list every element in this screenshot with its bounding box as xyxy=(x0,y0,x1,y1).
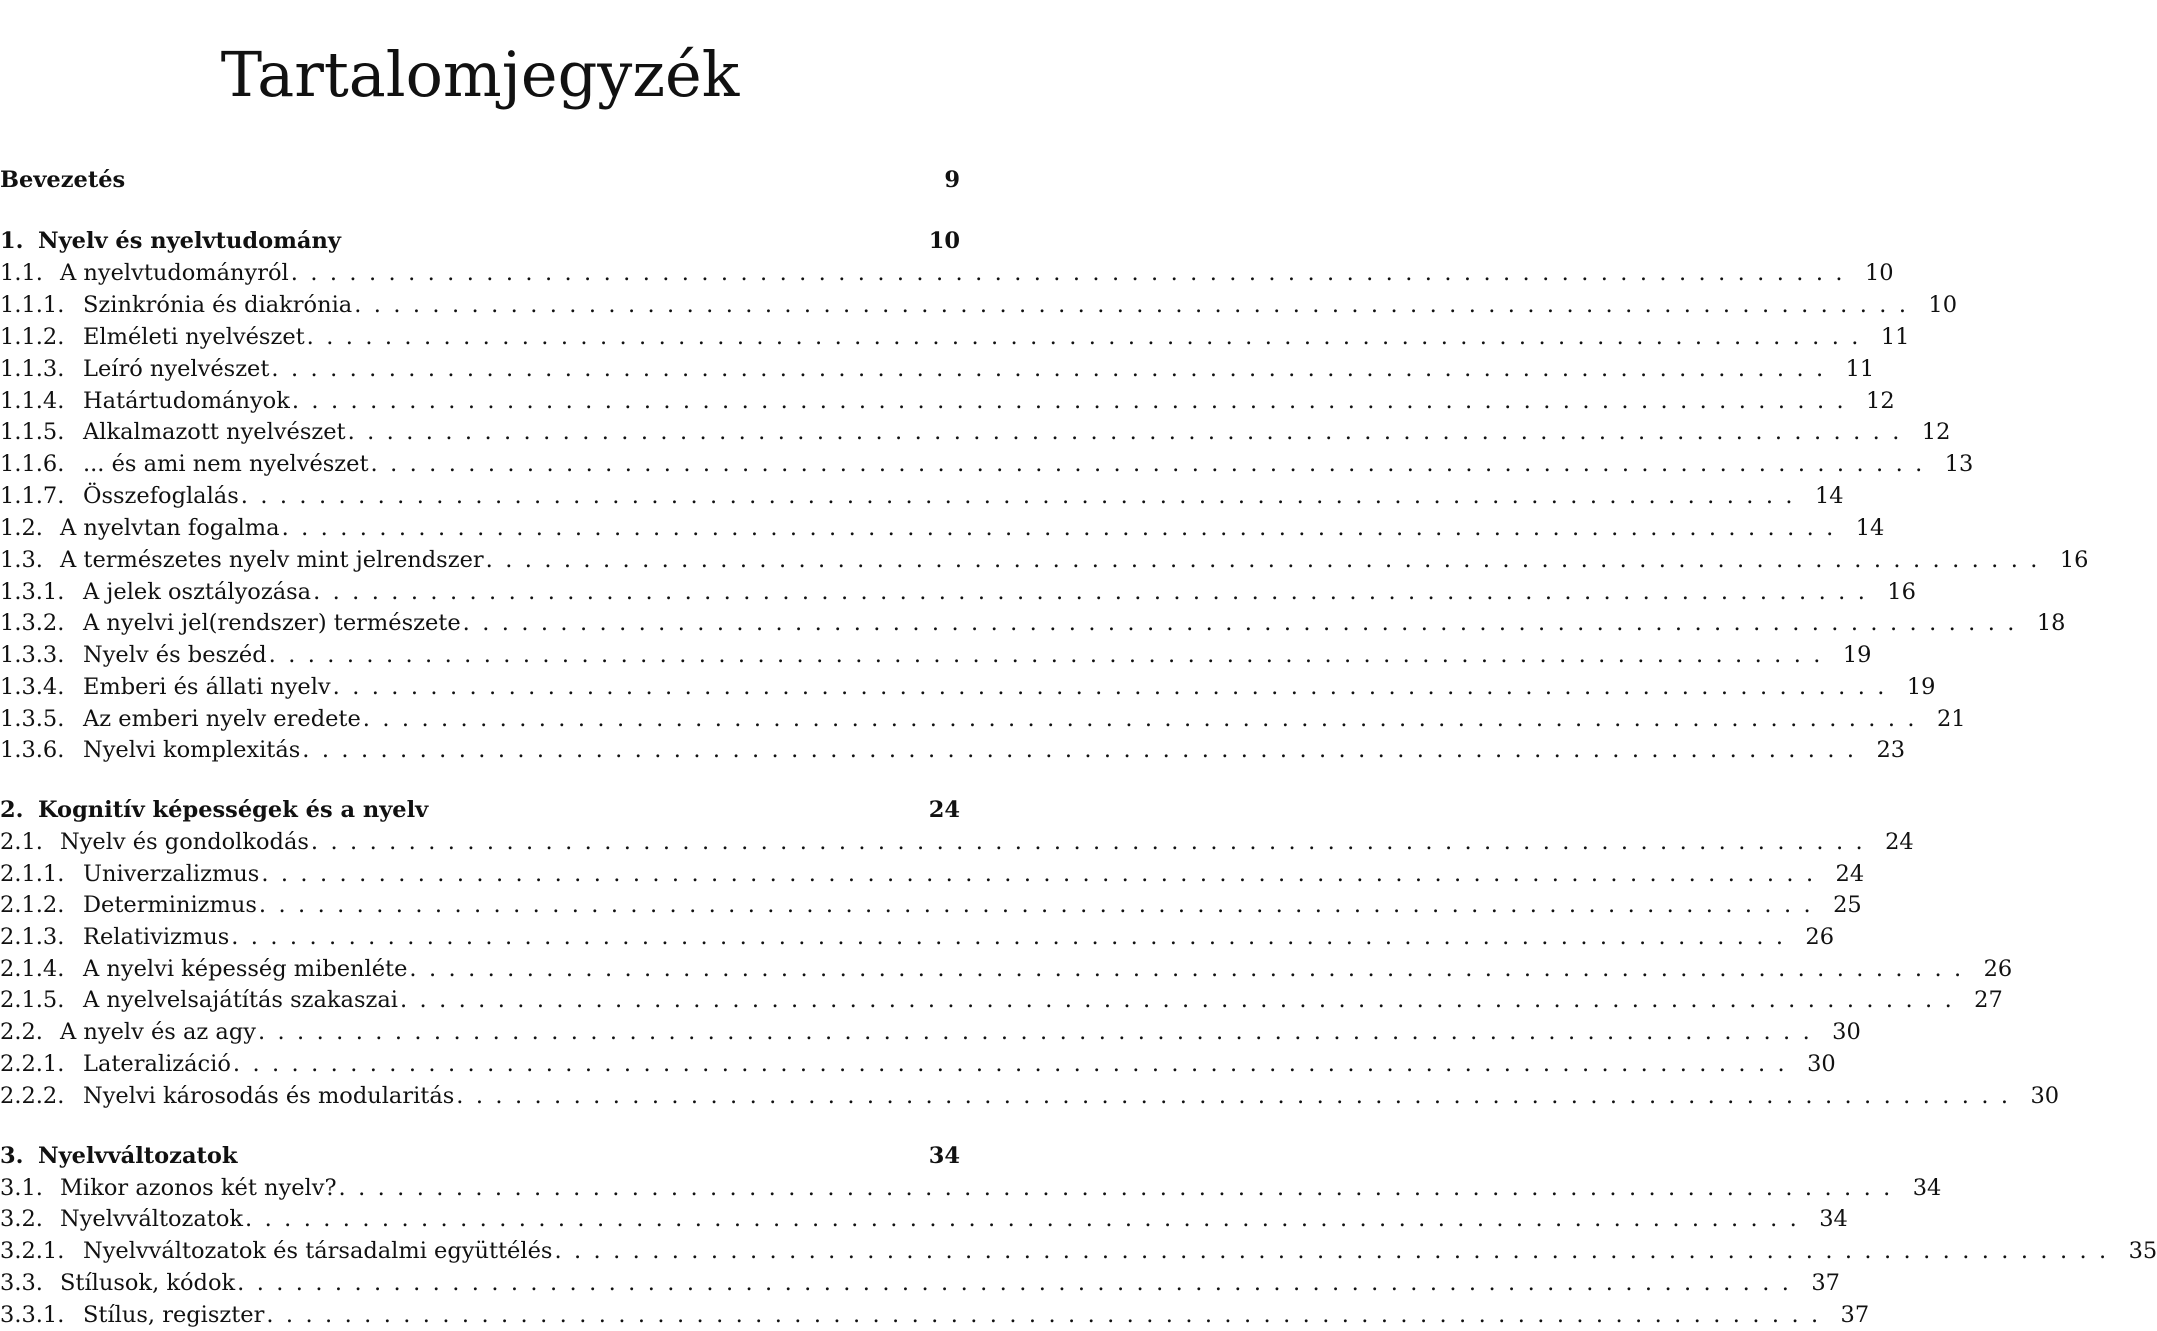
page-number: 26 xyxy=(1805,924,1835,950)
toc-chapter-entry[interactable] xyxy=(0,226,960,256)
toc-chapter-entry[interactable] xyxy=(0,165,960,195)
dot-leader: ................................................................................ xyxy=(266,1302,1831,1328)
entry-title: Nyelvi károsodás és modularitás xyxy=(83,1083,455,1109)
entry-title: Nyelvváltozatok xyxy=(38,1143,238,1169)
toc-entry[interactable] xyxy=(0,922,1835,952)
dot-leader: ................................................................................ xyxy=(462,610,2027,636)
toc-entry[interactable] xyxy=(0,640,1872,670)
dot-leader: ................................................................................ xyxy=(332,674,1897,700)
toc-entry[interactable] xyxy=(0,827,1914,857)
entry-title: Összefoglalás xyxy=(83,483,239,509)
entry-title: Determinizmus xyxy=(83,892,257,918)
toc-entry[interactable] xyxy=(0,672,1936,702)
page-number: 24 xyxy=(928,797,960,823)
toc-entry[interactable] xyxy=(0,577,1916,607)
entry-title: Relativizmus xyxy=(83,924,230,950)
dot-leader: ................................................................................ xyxy=(338,1175,1903,1201)
entry-number: 2.1.4. xyxy=(0,956,65,982)
entry-title: Kognitív képességek és a nyelv xyxy=(38,797,429,823)
entry-title: Határtudományok xyxy=(83,388,290,414)
page-number: 12 xyxy=(1866,388,1895,414)
entry-title: Szinkrónia és diakrónia xyxy=(83,292,353,318)
page-number: 11 xyxy=(1845,356,1875,382)
page-number: 30 xyxy=(1832,1019,1861,1045)
entry-number: 1.3.4. xyxy=(0,674,65,700)
entry-number: 3.2. xyxy=(0,1206,43,1232)
entry-number: 1. xyxy=(0,228,24,254)
page-number: 18 xyxy=(2036,610,2066,636)
toc-entry[interactable] xyxy=(0,1300,1870,1330)
page-number: 26 xyxy=(1983,956,2013,982)
toc-entry[interactable] xyxy=(0,704,1966,734)
entry-title: Alkalmazott nyelvészet xyxy=(83,419,346,445)
toc-entry[interactable] xyxy=(0,481,1844,511)
entry-title: Nyelv és beszéd xyxy=(83,642,267,668)
page-number: 9 xyxy=(944,167,960,193)
page-number: 37 xyxy=(1840,1302,1870,1328)
dot-leader: ................................................................................ xyxy=(245,1206,1810,1232)
entry-title: Stílus, regiszter xyxy=(83,1302,265,1328)
dot-leader: ................................................................................ xyxy=(291,388,1857,414)
page-number: 23 xyxy=(1876,737,1906,763)
page-number: 16 xyxy=(1887,579,1916,605)
toc-entry[interactable] xyxy=(0,1017,1861,1047)
entry-title: Mikor azonos két nyelv? xyxy=(60,1175,337,1201)
page-number: 10 xyxy=(1928,292,1958,318)
page-number: 13 xyxy=(1944,451,1974,477)
toc-entry[interactable] xyxy=(0,290,1958,320)
toc-entry[interactable] xyxy=(0,513,1885,543)
page-number: 37 xyxy=(1811,1270,1840,1296)
dot-leader: ................................................................................ xyxy=(258,892,1824,918)
dot-leader: ................................................................................ xyxy=(290,260,1855,286)
entry-title: Az emberi nyelv eredete xyxy=(83,706,361,732)
entry-title: Bevezetés xyxy=(0,167,126,193)
toc-entry[interactable] xyxy=(0,1173,1942,1203)
entry-title: Nyelvi komplexitás xyxy=(83,737,301,763)
toc-entry[interactable] xyxy=(0,386,1895,416)
entry-number: 1.3.2. xyxy=(0,610,65,636)
dot-leader: ................................................................................ xyxy=(237,1270,1802,1296)
toc-entry[interactable] xyxy=(0,735,1906,765)
entry-title: A nyelvtan fogalma xyxy=(60,515,280,541)
dot-leader: ................................................................................ xyxy=(485,547,2050,573)
page-number: 24 xyxy=(1835,861,1865,887)
dot-leader: ................................................................................ xyxy=(257,1019,1823,1045)
page-number: 30 xyxy=(1807,1051,1836,1077)
dot-leader: ................................................................................ xyxy=(281,515,1846,541)
entry-number: 2. xyxy=(0,797,24,823)
toc-entry[interactable] xyxy=(0,1204,1848,1234)
entry-number: 2.1.5. xyxy=(0,987,65,1013)
entry-title: A nyelvi képesség mibenléte xyxy=(83,956,408,982)
dot-leader: ................................................................................ xyxy=(354,292,1919,318)
entry-number: 3.3.1. xyxy=(0,1302,65,1328)
entry-title: A nyelvelsajátítás szakaszai xyxy=(83,987,398,1013)
dot-leader: ................................................................................ xyxy=(310,829,1876,855)
page-number: 27 xyxy=(1974,987,2003,1013)
page-number: 14 xyxy=(1814,483,1844,509)
entry-title: Nyelv és gondolkodás xyxy=(60,829,309,855)
entry-number: 3.1. xyxy=(0,1175,43,1201)
entry-title: Nyelvváltozatok és társadalmi együttélés xyxy=(83,1238,553,1264)
entry-number: 1.1.3. xyxy=(0,356,65,382)
entry-number: 2.1.2. xyxy=(0,892,65,918)
page-number: 10 xyxy=(928,228,960,254)
entry-number: 2.1.1. xyxy=(0,861,65,887)
page-number: 34 xyxy=(1819,1206,1848,1232)
dot-leader: ................................................................................ xyxy=(268,642,1833,668)
entry-number: 2.2.2. xyxy=(0,1083,65,1109)
entry-title: Leíró nyelvészet xyxy=(83,356,270,382)
dot-leader: ................................................................................ xyxy=(302,737,1867,763)
toc-entry[interactable] xyxy=(0,417,1951,447)
page-number: 19 xyxy=(1906,674,1936,700)
entry-number: 1.2. xyxy=(0,515,43,541)
toc-entry[interactable] xyxy=(0,1049,1836,1079)
entry-title: Stílusok, kódok xyxy=(60,1270,236,1296)
entry-number: 1.1.5. xyxy=(0,419,65,445)
entry-number: 1.1.7. xyxy=(0,483,65,509)
page-number: 34 xyxy=(928,1143,960,1169)
entry-number: 1.1.1. xyxy=(0,292,65,318)
toc-entry[interactable] xyxy=(0,1081,2060,1111)
entry-title: Emberi és állati nyelv xyxy=(83,674,331,700)
toc-entry[interactable] xyxy=(0,258,1894,288)
page-number: 25 xyxy=(1833,892,1862,918)
dot-leader: ................................................................................ xyxy=(409,956,1974,982)
dot-leader: ................................................................................ xyxy=(240,483,1805,509)
entry-number: 1.1.6. xyxy=(0,451,65,477)
entry-number: 1.1. xyxy=(0,260,43,286)
toc-entry[interactable] xyxy=(0,608,2066,638)
entry-title: A jelek osztályozása xyxy=(83,579,312,605)
entry-number: 1.3.1. xyxy=(0,579,65,605)
dot-leader: ................................................................................ xyxy=(313,579,1878,605)
toc-entry[interactable] xyxy=(0,859,1865,889)
toc-entry[interactable] xyxy=(0,985,2003,1015)
toc-entry[interactable] xyxy=(0,545,2089,575)
dot-leader: ................................................................................ xyxy=(306,324,1871,350)
entry-number: 2.2.1. xyxy=(0,1051,65,1077)
entry-number: 1.3.5. xyxy=(0,706,65,732)
entry-title: A nyelvtudományról xyxy=(60,260,289,286)
entry-number: 1.3. xyxy=(0,547,43,573)
dot-leader: ................................................................................ xyxy=(399,987,1965,1013)
page-number: 35 xyxy=(2128,1238,2157,1264)
entry-number: 1.3.3. xyxy=(0,642,65,668)
dot-leader: ................................................................................ xyxy=(362,706,1927,732)
entry-number: 2.1.3. xyxy=(0,924,65,950)
entry-title: A nyelv és az agy xyxy=(60,1019,256,1045)
page-number: 11 xyxy=(1880,324,1910,350)
page-number: 12 xyxy=(1921,419,1951,445)
toc-entry[interactable] xyxy=(0,1268,1840,1298)
entry-number: 1.3.6. xyxy=(0,737,65,763)
toc-entry[interactable] xyxy=(0,449,1974,479)
entry-number: 2.1. xyxy=(0,829,43,855)
page-number: 10 xyxy=(1864,260,1894,286)
toc-chapter-entry[interactable] xyxy=(0,795,960,825)
dot-leader: ................................................................................ xyxy=(232,1051,1798,1077)
entry-title: Nyelv és nyelvtudomány xyxy=(38,228,341,254)
dot-leader: ................................................................................ xyxy=(271,356,1836,382)
toc-entry[interactable] xyxy=(0,890,1862,920)
entry-number: 1.1.2. xyxy=(0,324,65,350)
dot-leader: ................................................................................ xyxy=(347,419,1912,445)
toc-entry[interactable] xyxy=(0,1236,2157,1266)
entry-number: 2.2. xyxy=(0,1019,43,1045)
entry-title: ... és ami nem nyelvészet xyxy=(83,451,369,477)
toc-chapter-entry[interactable] xyxy=(0,1141,960,1171)
toc-entry[interactable] xyxy=(0,354,1875,384)
page-number: 30 xyxy=(2030,1083,2060,1109)
page-title: Tartalomjegyzék xyxy=(220,37,740,111)
page-number: 24 xyxy=(1885,829,1914,855)
entry-title: Elméleti nyelvészet xyxy=(83,324,305,350)
page-number: 34 xyxy=(1912,1175,1942,1201)
entry-title: Nyelvváltozatok xyxy=(60,1206,244,1232)
entry-number: 1.1.4. xyxy=(0,388,65,414)
dot-leader: ................................................................................ xyxy=(554,1238,2119,1264)
toc-entry[interactable] xyxy=(0,322,1910,352)
entry-number: 3.2.1. xyxy=(0,1238,65,1264)
page-number: 14 xyxy=(1855,515,1885,541)
dot-leader: ................................................................................ xyxy=(370,451,1935,477)
entry-number: 3.3. xyxy=(0,1270,43,1296)
entry-title: Lateralizáció xyxy=(83,1051,231,1077)
toc-entry[interactable] xyxy=(0,954,2013,984)
page-number: 19 xyxy=(1842,642,1872,668)
entry-title: A természetes nyelv mint jelrendszer xyxy=(60,547,484,573)
entry-number: 3. xyxy=(0,1143,24,1169)
dot-leader: ................................................................................ xyxy=(231,924,1796,950)
page-number: 16 xyxy=(2059,547,2089,573)
dot-leader: ................................................................................ xyxy=(456,1083,2021,1109)
page-number: 21 xyxy=(1936,706,1966,732)
entry-title: A nyelvi jel(rendszer) természete xyxy=(83,610,461,636)
entry-title: Univerzalizmus xyxy=(83,861,260,887)
dot-leader: ................................................................................ xyxy=(261,861,1826,887)
